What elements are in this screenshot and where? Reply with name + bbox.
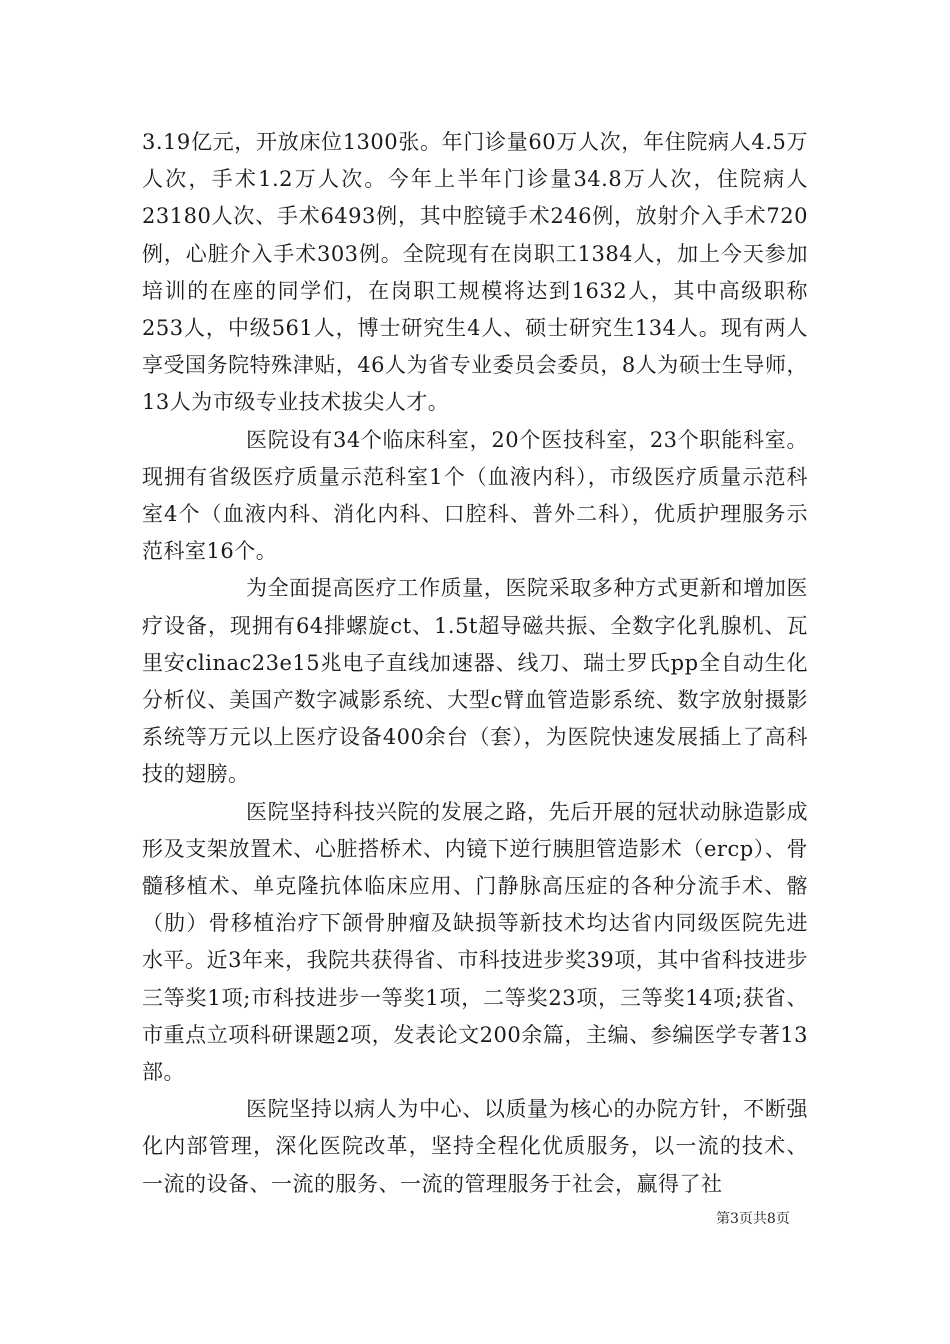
body-text	[142, 124, 808, 1203]
paragraph-departments: 医院设有34个临床科室，20个医技科室，23个职能科室。现拥有省级医疗质量示范科室1个（血液内科），市级医疗质量示范科室4个（血液内科、消化内科、口腔科、普外二科），优质护理服务示范科室16个。	[142, 427, 808, 564]
paragraph-technology: 医院坚持科技兴院的发展之路，先后开展的冠状动脉造影成形及支架放置术、心脏搭桥术、内镜下逆行胰胆管造影术（ercp）、骨髓移植术、单克隆抗体临床应用、门静脉高压症的各种分流手术、髂（肋）骨移植治疗下颌骨肿瘤及缺损等新技术均达省内同级医院先进水平。近3年来，我院共获得省、市科技进步奖39项，其中省科技进步三等奖1项;市科技进步一等奖1项，二等奖23项，三等奖14项;获省、市重点立项科研课题2项，发表论文200余篇，主编、参编医学专著13部。	[142, 799, 808, 1085]
page-number: 第3页共8页	[716, 1211, 790, 1227]
paragraph-equipment: 为全面提高医疗工作质量，医院采取多种方式更新和增加医疗设备，现拥有64排螺旋ct、1.5t超导磁共振、全数字化乳腺机、瓦里安clinac23e15兆电子直线加速器、线刀、瑞士罗氏pp全自动生化分析仪、美国产数字减影系统、大型c臂血管造影系统、数字放射摄影系统等万元以上医疗设备400余台（套），为医院快速发展插上了高科技的翅膀。	[142, 576, 808, 787]
paragraph-hospital-stats: 3.19亿元，开放床位1300张。年门诊量60万人次，年住院病人4.5万人次，手术1.2万人次。今年上半年门诊量34.8万人次，住院病人23180人次、手术6493例，其中腔镜手术246例，放射介入手术720例，心脏介入手术303例。全院现有在岗职工1384人，加上今天参加培训的在座的同学们，在岗职工规模将达到1632人，其中高级职称253人，中级561人，博士研究生4人、硕士研究生134人。现有两人享受国务院特殊津贴，46人为省专业委员会委员，8人为硕士生导师，13人为市级专业技术拔尖人才。	[142, 130, 808, 415]
paragraph-service: 医院坚持以病人为中心、以质量为核心的办院方针，不断强化内部管理，深化医院改革，坚持全程化优质服务，以一流的技术、一流的设备、一流的服务、一流的管理服务于社会，赢得了社	[142, 1097, 808, 1196]
